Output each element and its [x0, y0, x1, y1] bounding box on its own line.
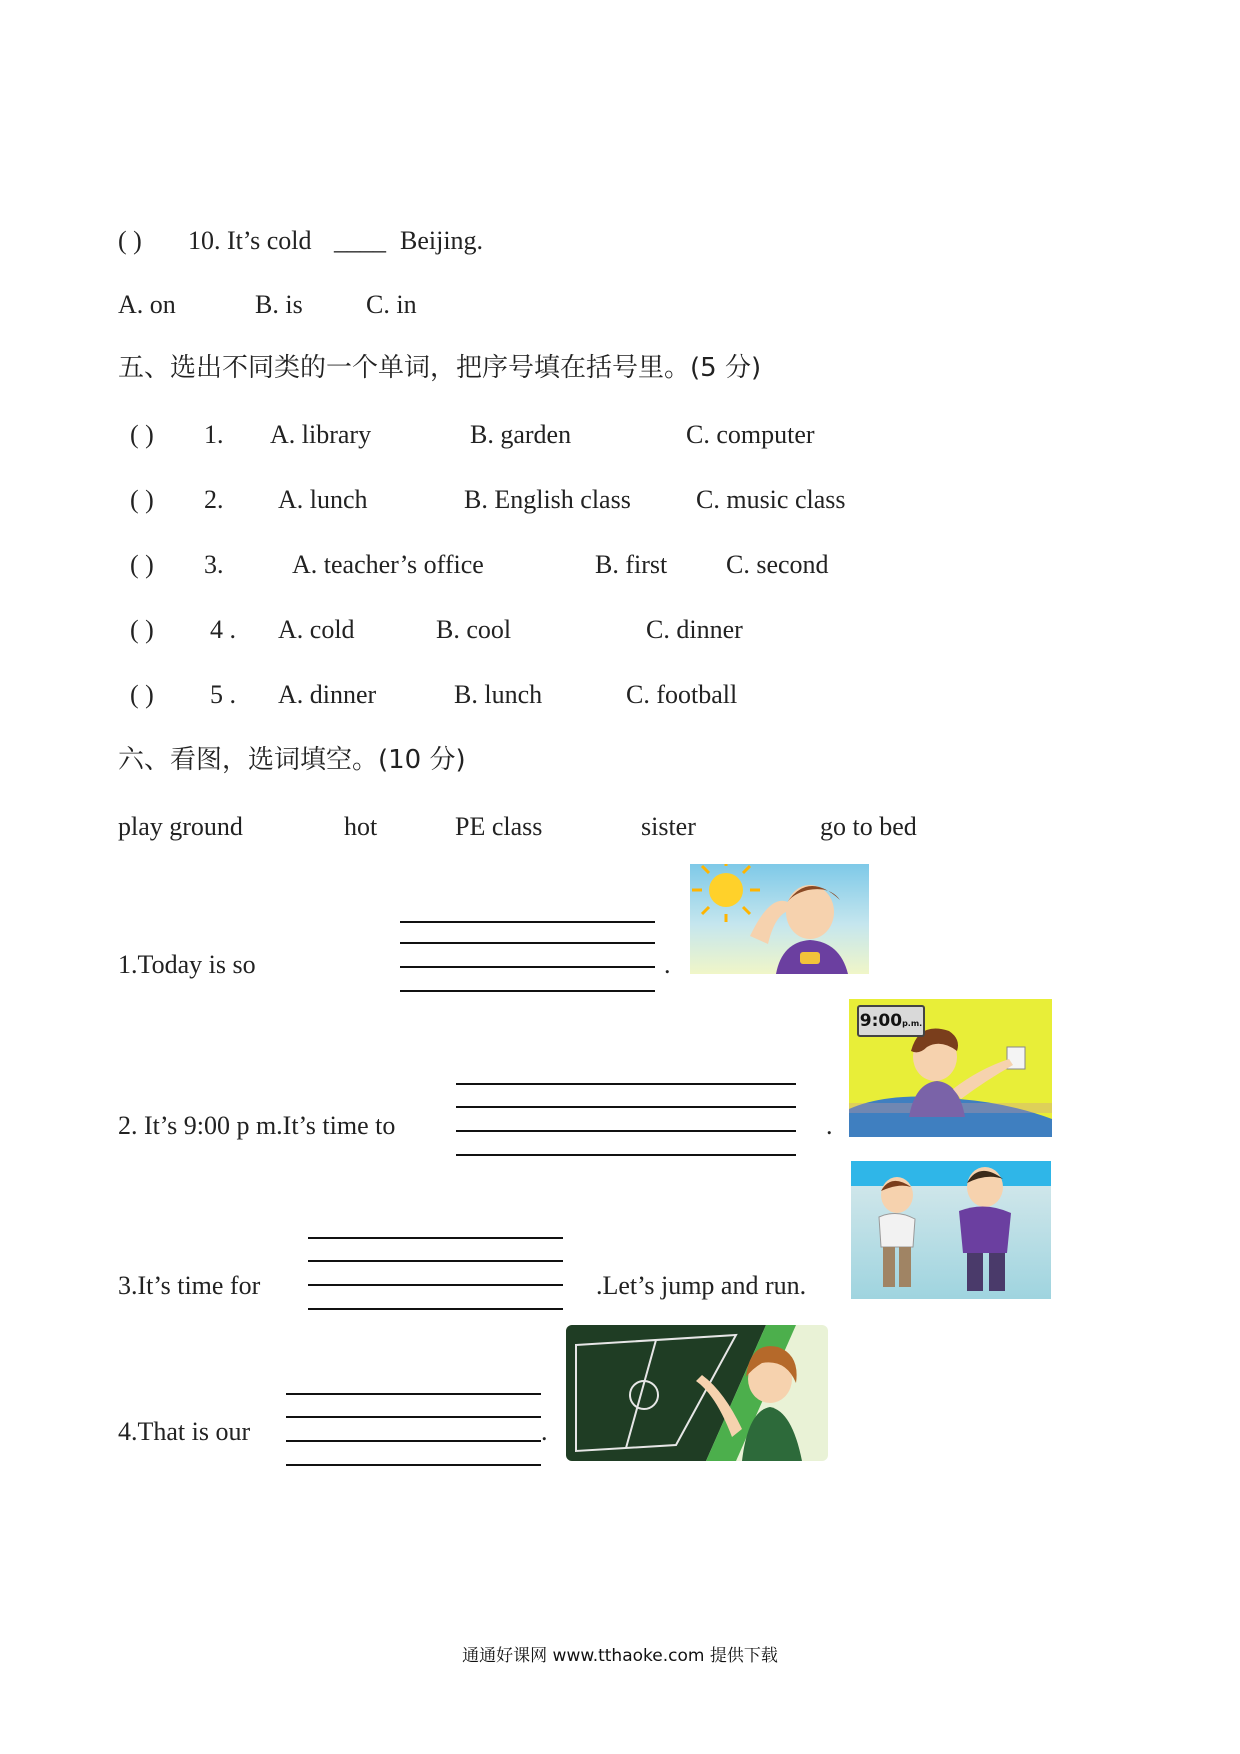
s5-item5-bracket[interactable]: ( ) [130, 680, 154, 709]
s5-item3-num: 3. [204, 550, 224, 579]
s5-item5-num: 5 . [210, 680, 236, 709]
word-bank-1: play ground [118, 812, 243, 841]
clock-suffix: p.m. [902, 1019, 923, 1028]
s5-item4-c: C. dinner [646, 615, 743, 644]
s6-q3-suffix: .Let’s jump and run. [596, 1271, 807, 1300]
sun-boy-illustration [690, 864, 869, 974]
playground-girl-illustration [566, 1325, 828, 1461]
q10-stem-prefix: 10. It’s cold [188, 226, 312, 255]
footer-credit: 通通好课网 www.tthaoke.com 提供下载 [462, 1646, 778, 1666]
s5-item1-c: C. computer [686, 420, 815, 449]
s5-item3-b: B. first [595, 550, 668, 579]
s5-item5-c: C. football [626, 680, 738, 709]
s6-q1-prefix: 1.Today is so [118, 950, 256, 979]
bedtime-picture [849, 999, 1052, 1137]
s6-q4-suffix: . [541, 1417, 548, 1446]
word-bank-3: PE class [455, 812, 543, 841]
pe-class-picture [851, 1161, 1051, 1299]
s5-item1-num: 1. [204, 420, 224, 449]
clock-time: 9:00 [859, 1011, 903, 1031]
q10-option-c: C. in [366, 290, 417, 319]
s5-item4-num: 4 . [210, 615, 236, 644]
s6-q2-suffix: . [826, 1111, 833, 1140]
s5-item1-a: A. library [270, 420, 372, 449]
s5-item5-b: B. lunch [454, 680, 543, 709]
section5-title: 五、选出不同类的一个单词，把序号填在括号里。(5 分) [118, 353, 762, 383]
s6-q3-prefix: 3.It’s time for [118, 1271, 261, 1300]
word-bank-2: hot [344, 812, 378, 841]
s5-item3-c: C. second [726, 550, 829, 579]
s6-q1-suffix: . [664, 950, 671, 979]
q10-bracket: ( ) [118, 226, 142, 255]
s5-item2-b: B. English class [464, 485, 631, 514]
s6-q4-prefix: 4.That is our [118, 1417, 251, 1446]
clock-display [857, 1005, 925, 1037]
s6-q2-prefix: 2. It’s 9:00 p m.It’s time to [118, 1111, 396, 1140]
s5-item2-a: A. lunch [278, 485, 368, 514]
s5-item2-bracket[interactable]: ( ) [130, 485, 154, 514]
s5-item3-bracket[interactable]: ( ) [130, 550, 154, 579]
s5-item4-a: A. cold [278, 615, 355, 644]
s5-item1-bracket[interactable]: ( ) [130, 420, 154, 449]
hot-sun-picture [690, 864, 869, 974]
word-bank-5: go to bed [820, 812, 917, 841]
word-bank-4: sister [641, 812, 696, 841]
q10-stem-suffix: Beijing. [400, 226, 484, 255]
playground-picture [566, 1325, 828, 1461]
s5-item2-c: C. music class [696, 485, 846, 514]
s5-item5-a: A. dinner [278, 680, 377, 709]
s5-item2-num: 2. [204, 485, 224, 514]
q10-option-a: A. on [118, 290, 176, 319]
q10-blank[interactable]: ____ [334, 226, 386, 255]
section6-title: 六、看图，选词填空。(10 分) [118, 745, 466, 775]
s5-item1-b: B. garden [470, 420, 572, 449]
boys-exercise-illustration [851, 1161, 1051, 1299]
s5-item4-b: B. cool [436, 615, 512, 644]
s5-item3-a: A. teacher’s office [292, 550, 484, 579]
s5-item4-bracket[interactable]: ( ) [130, 615, 154, 644]
q10-option-b: B. is [255, 290, 303, 319]
